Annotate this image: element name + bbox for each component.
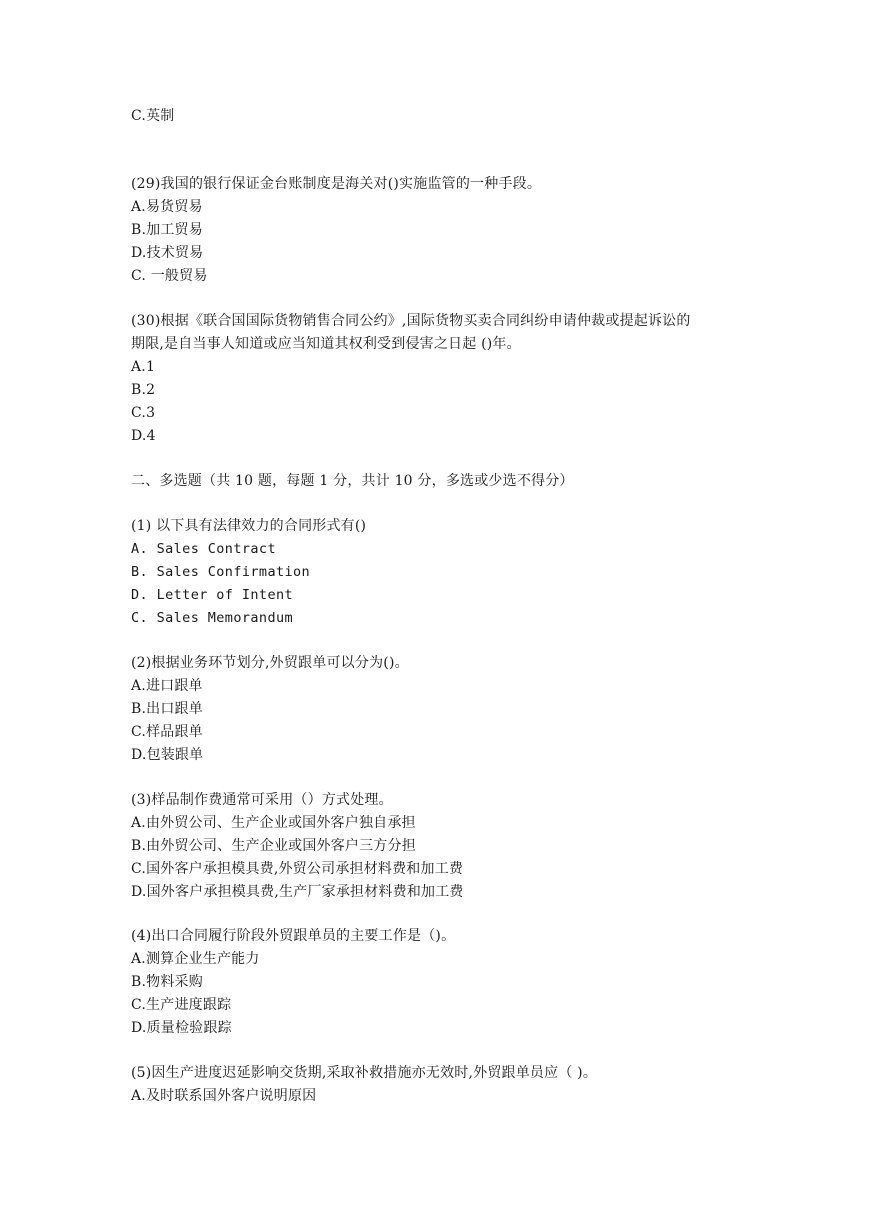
multi-question-3-option: C.国外客户承担模具费,外贸公司承担材料费和加工费 bbox=[131, 861, 464, 877]
question-30-option: A.1 bbox=[131, 359, 156, 375]
multi-question-1-option: B. Sales Confirmation bbox=[131, 564, 311, 580]
multi-question-3-option: B.由外贸公司、生产企业或国外客户三方分担 bbox=[131, 838, 416, 854]
question-29-option: D.技术贸易 bbox=[131, 245, 204, 261]
multi-question-2-option: D.包装跟单 bbox=[131, 747, 204, 763]
multi-question-2-option: C.样品跟单 bbox=[131, 724, 203, 740]
multi-question-4-option: B.物料采购 bbox=[131, 974, 203, 990]
multi-question-2-text: (2)根据业务环节划分,外贸跟单可以分为()。 bbox=[131, 655, 409, 671]
multi-question-2-option: A.进口跟单 bbox=[131, 678, 203, 694]
multi-question-4-text: (4)出口合同履行阶段外贸跟单员的主要工作是（)。 bbox=[131, 928, 456, 944]
multi-question-5-text: (5)因生产进度迟延影响交货期,采取补救措施亦无效时,外贸跟单员应（ )。 bbox=[131, 1065, 598, 1081]
question-30-option: D.4 bbox=[131, 428, 156, 444]
multi-question-1-text: (1) 以下具有法律效力的合同形式有() bbox=[131, 518, 367, 534]
question-30-text-line1: (30)根据《联合国国际货物销售合同公约》,国际货物买卖合同纠纷申请仲裁或提起诉讼的 bbox=[131, 313, 691, 329]
question-29-option: B.加工贸易 bbox=[131, 222, 203, 238]
question-30-option: C.3 bbox=[131, 405, 156, 421]
question-29-option: C. 一般贸易 bbox=[131, 268, 208, 284]
question-30-option: B.2 bbox=[131, 382, 156, 398]
multi-question-3-text: (3)样品制作费通常可采用（）方式处理。 bbox=[131, 792, 393, 808]
multi-question-3-option: D.国外客户承担模具费,生产厂家承担材料费和加工费 bbox=[131, 884, 464, 900]
prev-option-c: C.英制 bbox=[131, 108, 175, 124]
section-heading: 二、多选题（共 10 题，每题 1 分，共计 10 分，多选或少选不得分） bbox=[131, 473, 574, 489]
multi-question-5-option: A.及时联系国外客户说明原因 bbox=[131, 1088, 317, 1104]
multi-question-1-option: D. Letter of Intent bbox=[131, 587, 294, 603]
question-29-option: A.易货贸易 bbox=[131, 199, 203, 215]
multi-question-4-option: C.生产进度跟踪 bbox=[131, 997, 232, 1013]
multi-question-4-option: D.质量检验跟踪 bbox=[131, 1020, 232, 1036]
question-29-text: (29)我国的银行保证金台账制度是海关对()实施监管的一种手段。 bbox=[131, 176, 542, 192]
multi-question-1-option: A. Sales Contract bbox=[131, 541, 276, 557]
multi-question-3-option: A.由外贸公司、生产企业或国外客户独自承担 bbox=[131, 815, 416, 831]
question-30-text-line2: 期限,是自当事人知道或应当知道其权利受到侵害之日起 ()年。 bbox=[131, 336, 521, 352]
multi-question-2-option: B.出口跟单 bbox=[131, 701, 203, 717]
multi-question-4-option: A.测算企业生产能力 bbox=[131, 951, 260, 967]
multi-question-1-option: C. Sales Memorandum bbox=[131, 610, 294, 626]
